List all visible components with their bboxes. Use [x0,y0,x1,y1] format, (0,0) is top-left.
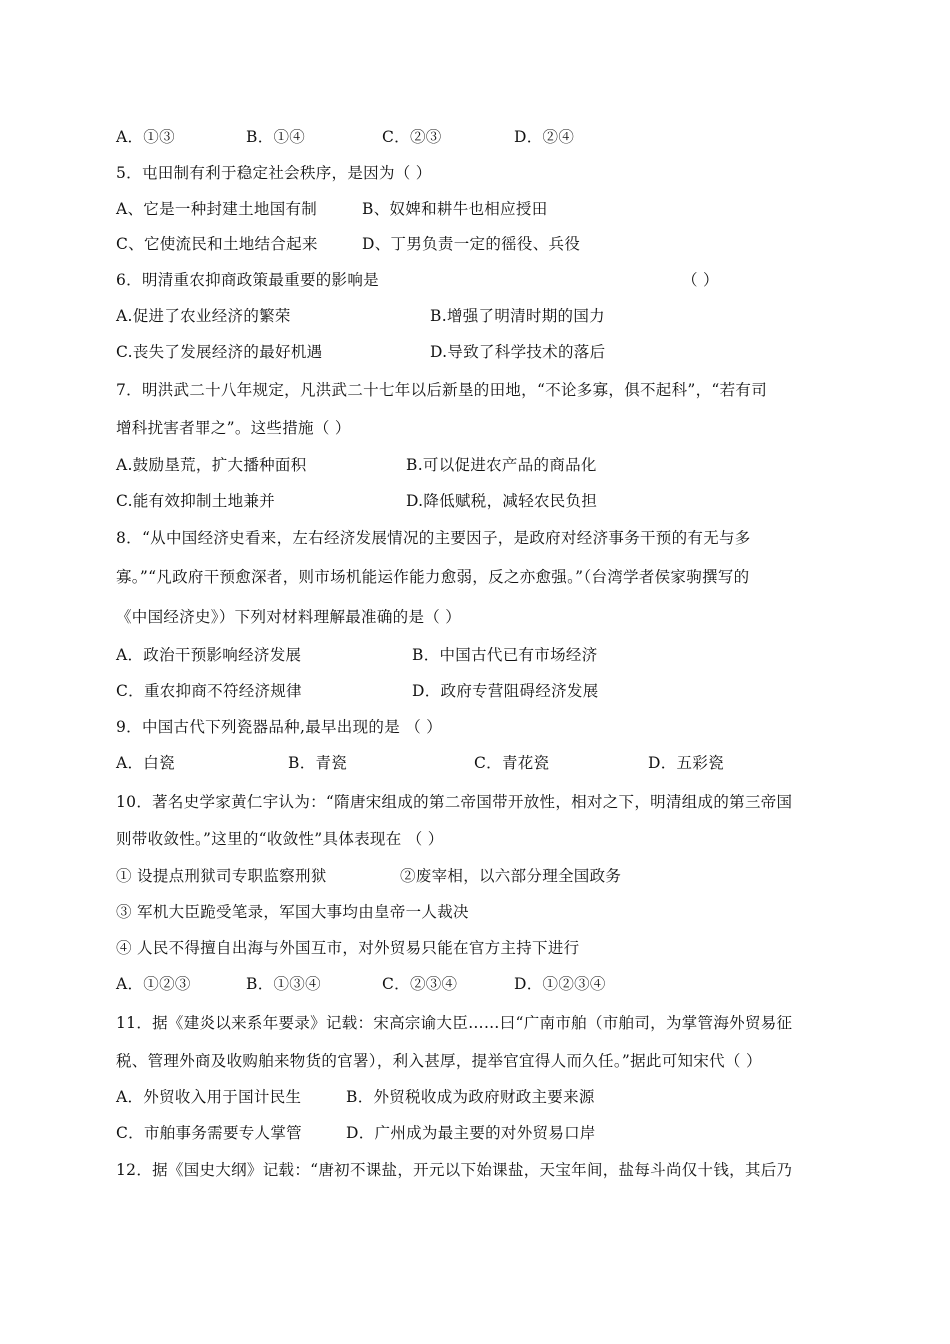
q11-option-d[interactable]: D．广州成为最主要的对外贸易口岸 [346,1124,596,1142]
q7-stem-line1: 7．明洪武二十八年规定，凡洪武二十七年以后新垦的田地，“不论多寡，俱不起科”，“若有司 [116,381,768,399]
q10-item-3: ③ 军机大臣跪受笔录，军国大事均由皇帝一人裁决 [116,903,469,921]
q8-option-b[interactable]: B．中国古代已有市场经济 [412,646,598,664]
q7-option-a[interactable]: A.鼓励垦荒，扩大播种面积 [116,456,307,474]
q8-stem-line1: 8．“从中国经济史看来，左右经济发展情况的主要因子，是政府对经济事务干预的有无与多 [116,529,751,547]
q4-option-c[interactable]: C．②③ [382,128,442,146]
q9-option-b[interactable]: B．青瓷 [288,754,348,772]
q10-option-b[interactable]: B．①③④ [246,975,321,993]
q11-stem-line2: 税、管理外商及收购舶来物货的官署），利入甚厚，提举官宜得人而久任。”据此可知宋代（ ） [116,1052,762,1070]
q10-stem-line1: 10．著名史学家黄仁宇认为：“隋唐宋组成的第二帝国带开放性，相对之下，明清组成的第三帝国 [116,793,793,811]
q7-option-d[interactable]: D.降低赋税，减轻农民负担 [406,492,598,510]
q9-option-d[interactable]: D．五彩瓷 [648,754,724,772]
q10-item-1: ① 设提点刑狱司专职监察刑狱 [116,867,327,885]
q5-option-b[interactable]: B、奴婢和耕牛也相应授田 [362,200,548,218]
q6-option-c[interactable]: C.丧失了发展经济的最好机遇 [116,343,323,361]
q5-option-a[interactable]: A、它是一种封建土地国有制 [116,200,318,218]
q11-stem-line1: 11．据《建炎以来系年要录》记载：宋高宗谕大臣……曰“广南市舶（市舶司，为掌管海外贸易征 [116,1014,793,1032]
q4-option-a[interactable]: A．①③ [116,128,175,146]
q7-option-b[interactable]: B.可以促进农产品的商品化 [406,456,597,474]
q8-stem-line3: 《中国经济史》）下列对材料理解最准确的是（ ） [116,608,462,626]
q7-stem-line2: 增科扰害者罪之”。这些措施（ ） [116,419,351,437]
q6-option-d[interactable]: D.导致了科学技术的落后 [430,343,606,361]
q6-stem: 6．明清重农抑商政策最重要的影响是 [116,271,379,289]
q10-item-2: ②废宰相，以六部分理全国政务 [400,867,622,885]
q5-option-c[interactable]: C、它使流民和土地结合起来 [116,235,318,253]
q8-option-a[interactable]: A．政治干预影响经济发展 [116,646,302,664]
q6-stem-line [116,270,836,290]
q9-stem: 9．中国古代下列瓷器品种,最早出现的是 （ ） [116,718,443,736]
q8-option-d[interactable]: D．政府专营阻碍经济发展 [412,682,599,700]
q6-answer-bracket: （ ） [682,271,719,289]
q9-option-c[interactable]: C．青花瓷 [474,754,550,772]
q5-stem: 5．屯田制有利于稳定社会秩序，是因为（ ） [116,164,432,182]
q10-option-a[interactable]: A．①②③ [116,975,191,993]
q11-option-c[interactable]: C．市舶事务需要专人掌管 [116,1124,302,1142]
q9-option-a[interactable]: A．白瓷 [116,754,175,772]
q8-stem-line2: 寡。”“凡政府干预愈深者，则市场机能运作能力愈弱，反之亦愈强。”（台湾学者侯家驹撰写的 [116,568,750,586]
q6-option-a[interactable]: A.促进了农业经济的繁荣 [116,307,291,325]
q10-option-d[interactable]: D．①②③④ [514,975,606,993]
q10-stem-line2: 则带收敛性。”这里的“收敛性”具体表现在 （ ） [116,830,444,848]
q11-option-a[interactable]: A．外贸收入用于国计民生 [116,1088,302,1106]
q4-option-d[interactable]: D．②④ [514,128,575,146]
q4-option-b[interactable]: B．①④ [246,128,306,146]
q6-option-b[interactable]: B.增强了明清时期的国力 [430,307,605,325]
q5-option-d[interactable]: D、丁男负责一定的徭役、兵役 [362,235,581,253]
q8-option-c[interactable]: C．重农抑商不符经济规律 [116,682,302,700]
q12-stem-line1: 12．据《国史大纲》记载：“唐初不课盐，开元以下始课盐，天宝年间，盐每斗尚仅十钱，其后乃 [116,1161,793,1179]
q11-option-b[interactable]: B．外贸税收成为政府财政主要来源 [346,1088,595,1106]
q10-option-c[interactable]: C．②③④ [382,975,458,993]
q10-item-4: ④ 人民不得擅自出海与外国互市，对外贸易只能在官方主持下进行 [116,939,580,957]
q7-option-c[interactable]: C.能有效抑制土地兼并 [116,492,276,510]
